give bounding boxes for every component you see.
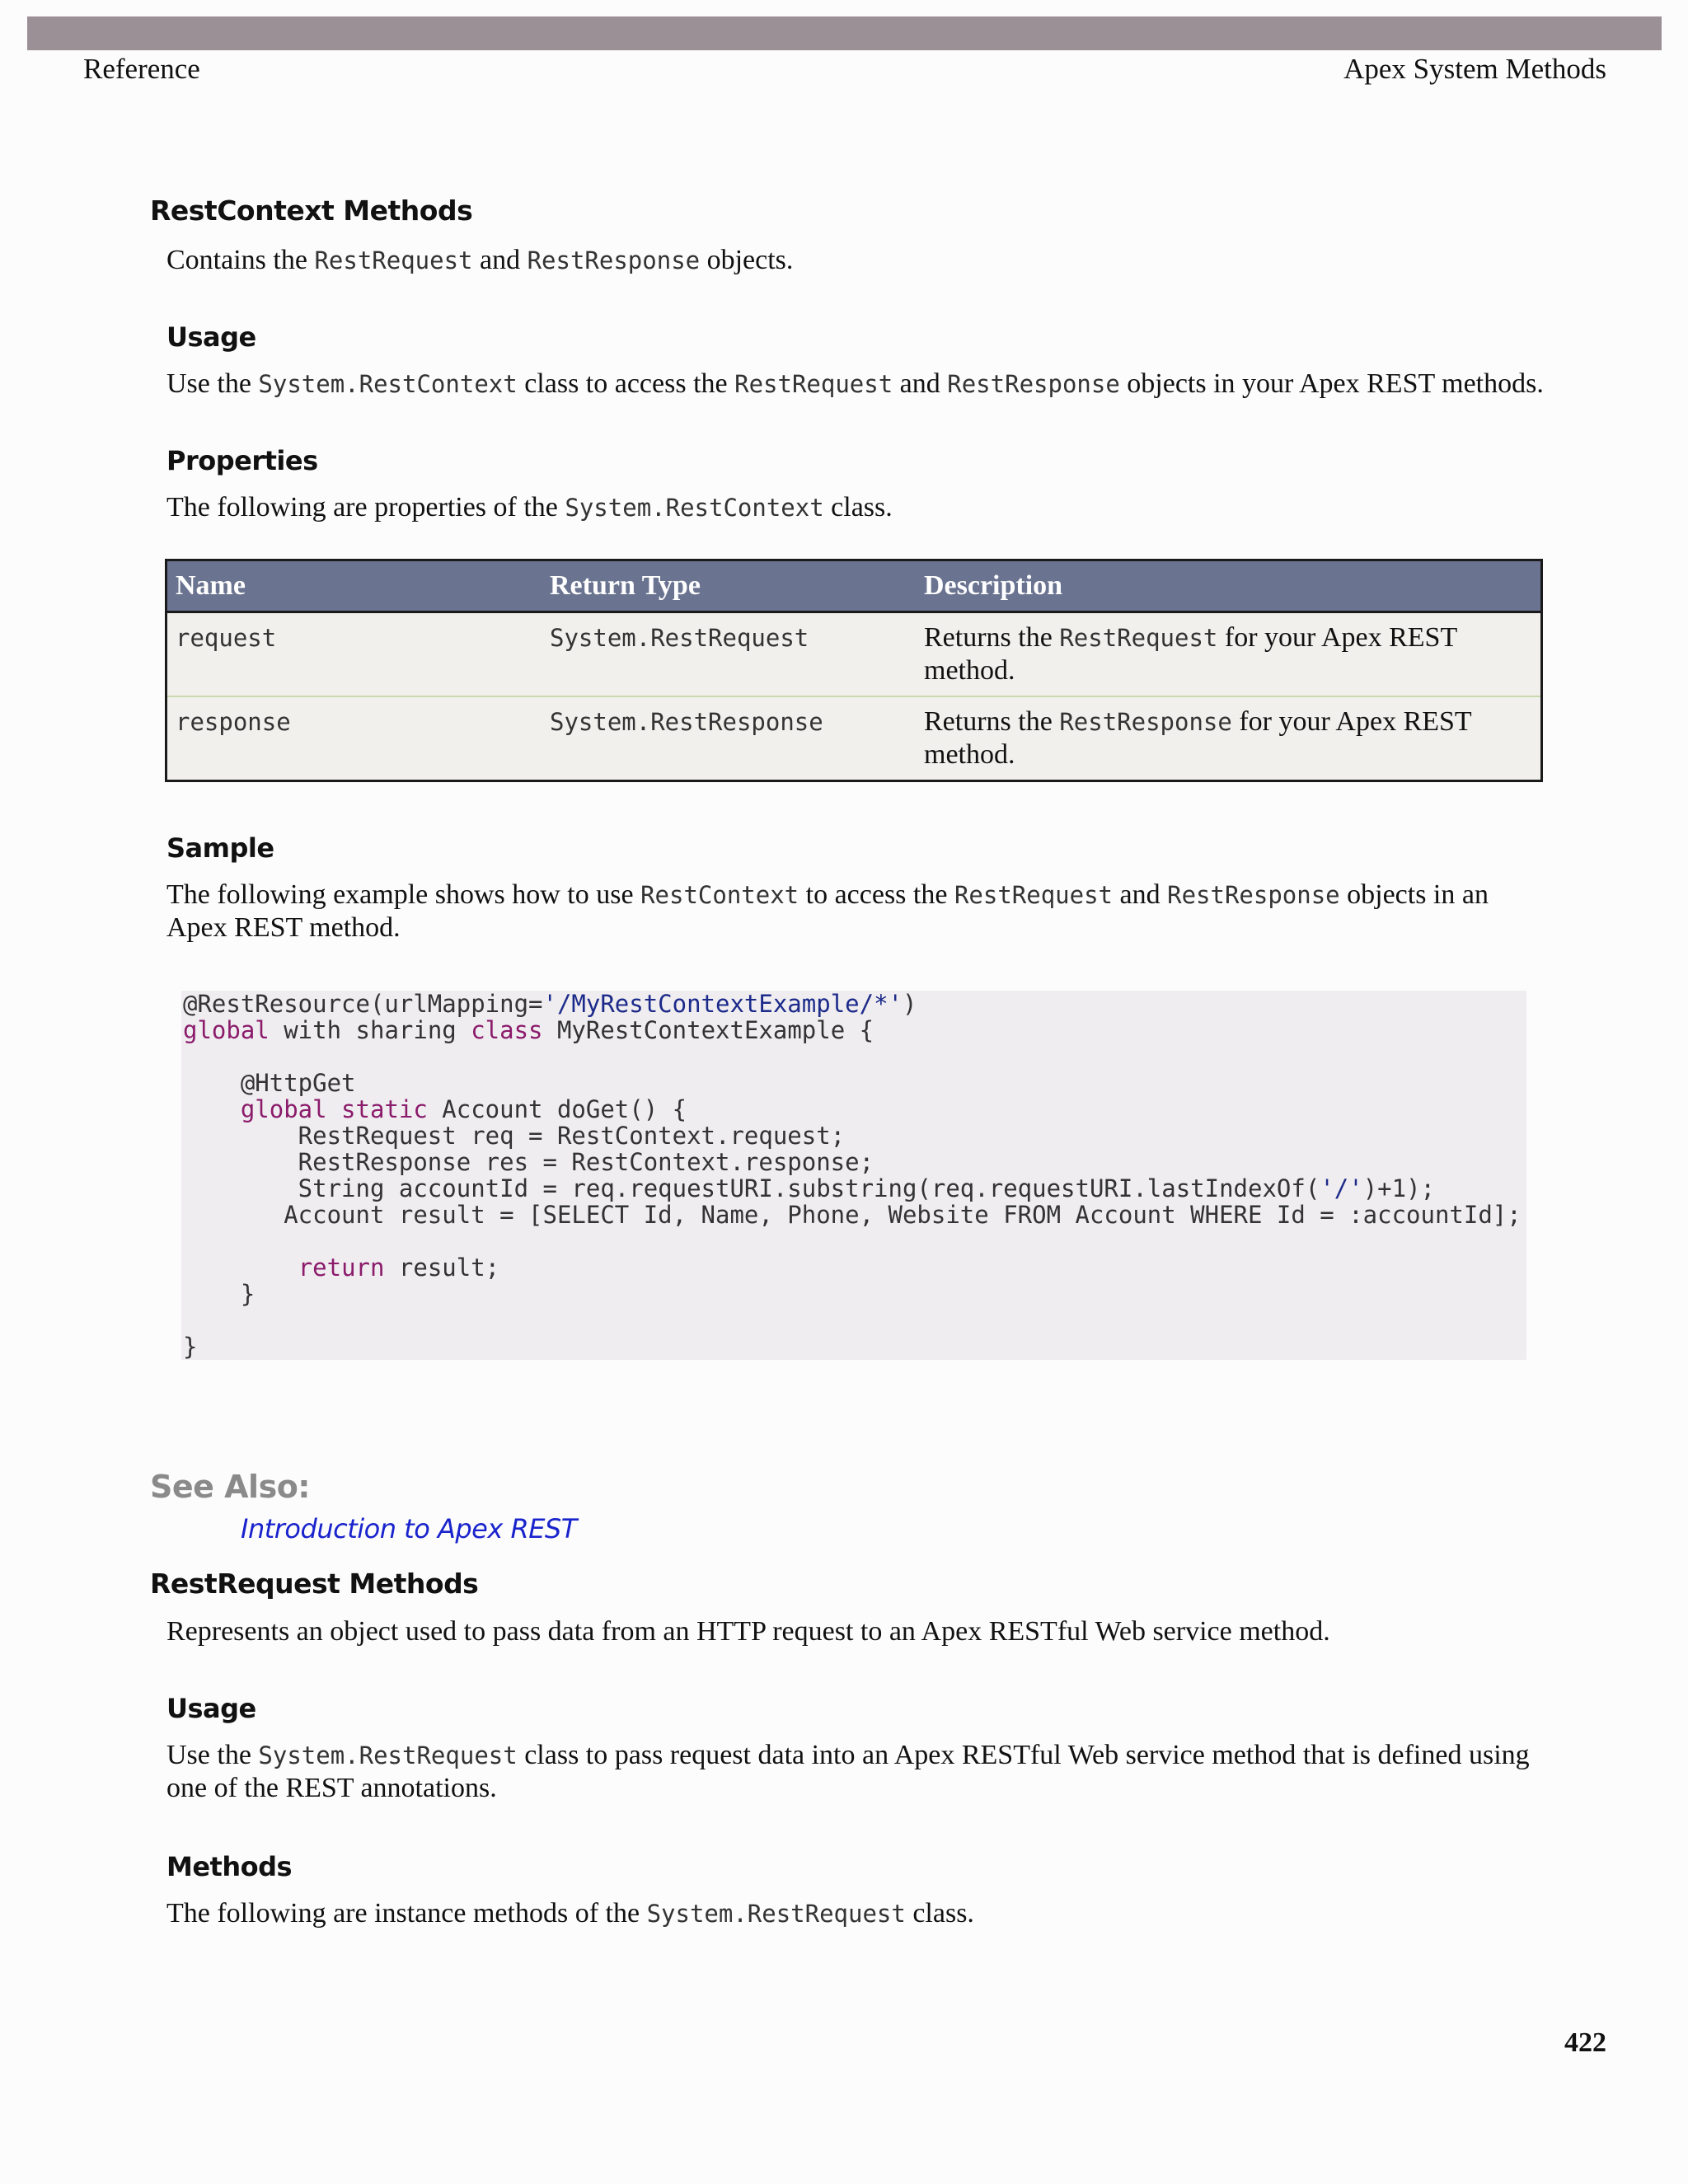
restrequest-intro: Represents an object used to pass data from an HTTP request to an Apex RESTful Web service method. <box>166 1616 1330 1647</box>
introduction-to-apex-rest-link[interactable]: Introduction to Apex REST <box>241 1513 577 1544</box>
property-description: Returns the RestResponse for your Apex REST method. <box>916 696 1542 781</box>
code-line: Account result = [SELECT Id, Name, Phone, Website FROM Account WHERE Id = :accountId]; <box>183 1201 1522 1229</box>
sample-intro: The following example shows how to use RestContext to access the RestRequest and RestResponse objects in an Apex REST method. <box>166 879 1489 943</box>
methods-heading: Methods <box>166 1851 293 1882</box>
properties-heading: Properties <box>166 445 318 476</box>
code-line: RestResponse res = RestContext.response; <box>183 1148 874 1176</box>
code-line: global static Account doGet() { <box>240 1095 687 1123</box>
property-return-type: System.RestRequest <box>542 612 916 697</box>
properties-table <box>165 559 1543 782</box>
code-block <box>181 991 1526 1360</box>
code-line: global with sharing class MyRestContextExample { <box>183 1016 874 1044</box>
column-header-description: Description <box>916 560 1542 612</box>
property-description: Returns the RestRequest for your Apex REST method. <box>916 612 1542 697</box>
code-sample <box>181 991 1526 1360</box>
property-name: response <box>166 696 542 781</box>
code-line: RestRequest req = RestContext.request; <box>183 1122 846 1150</box>
code-line: @HttpGet <box>183 1069 356 1097</box>
property-return-type: System.RestResponse <box>542 696 916 781</box>
restcontext-usage: Use the System.RestContext class to access the RestRequest and RestResponse objects in your Apex REST methods. <box>166 368 1544 399</box>
code-line: @RestResource(urlMapping='/MyRestContextExample/*') <box>183 990 917 1018</box>
see-also-heading: See Also: <box>150 1469 310 1505</box>
code-line: } <box>183 1333 198 1361</box>
code-line: } <box>183 1280 256 1308</box>
restcontext-intro: Contains the RestRequest and RestResponse objects. <box>166 245 794 275</box>
running-header-right: Apex System Methods <box>1343 53 1606 85</box>
table-row <box>166 696 1542 781</box>
table-header-row <box>166 560 1542 612</box>
usage-heading: Usage <box>166 321 256 353</box>
section-title-restcontext: RestContext Methods <box>150 194 473 227</box>
restrequest-usage: Use the System.RestRequest class to pass request data into an Apex RESTful Web service method that is defined using one of the REST annotations. <box>166 1740 1530 1803</box>
section-title-restrequest: RestRequest Methods <box>150 1568 479 1600</box>
methods-intro: The following are instance methods of the System.RestRequest class. <box>166 1898 974 1929</box>
code-line: String accountId = req.requestURI.substring(req.requestURI.lastIndexOf('/')+1); <box>183 1174 1436 1202</box>
table-row <box>166 612 1542 697</box>
sample-heading: Sample <box>166 832 274 864</box>
header-bar <box>27 16 1662 50</box>
property-name: request <box>166 612 542 697</box>
properties-intro: The following are properties of the System.RestContext class. <box>166 492 893 523</box>
running-header-left: Reference <box>83 53 200 85</box>
page-number: 422 <box>1564 2027 1606 2058</box>
code-line: return result; <box>298 1254 500 1282</box>
usage-heading: Usage <box>166 1693 256 1724</box>
column-header-name: Name <box>166 560 542 612</box>
column-header-return-type: Return Type <box>542 560 916 612</box>
